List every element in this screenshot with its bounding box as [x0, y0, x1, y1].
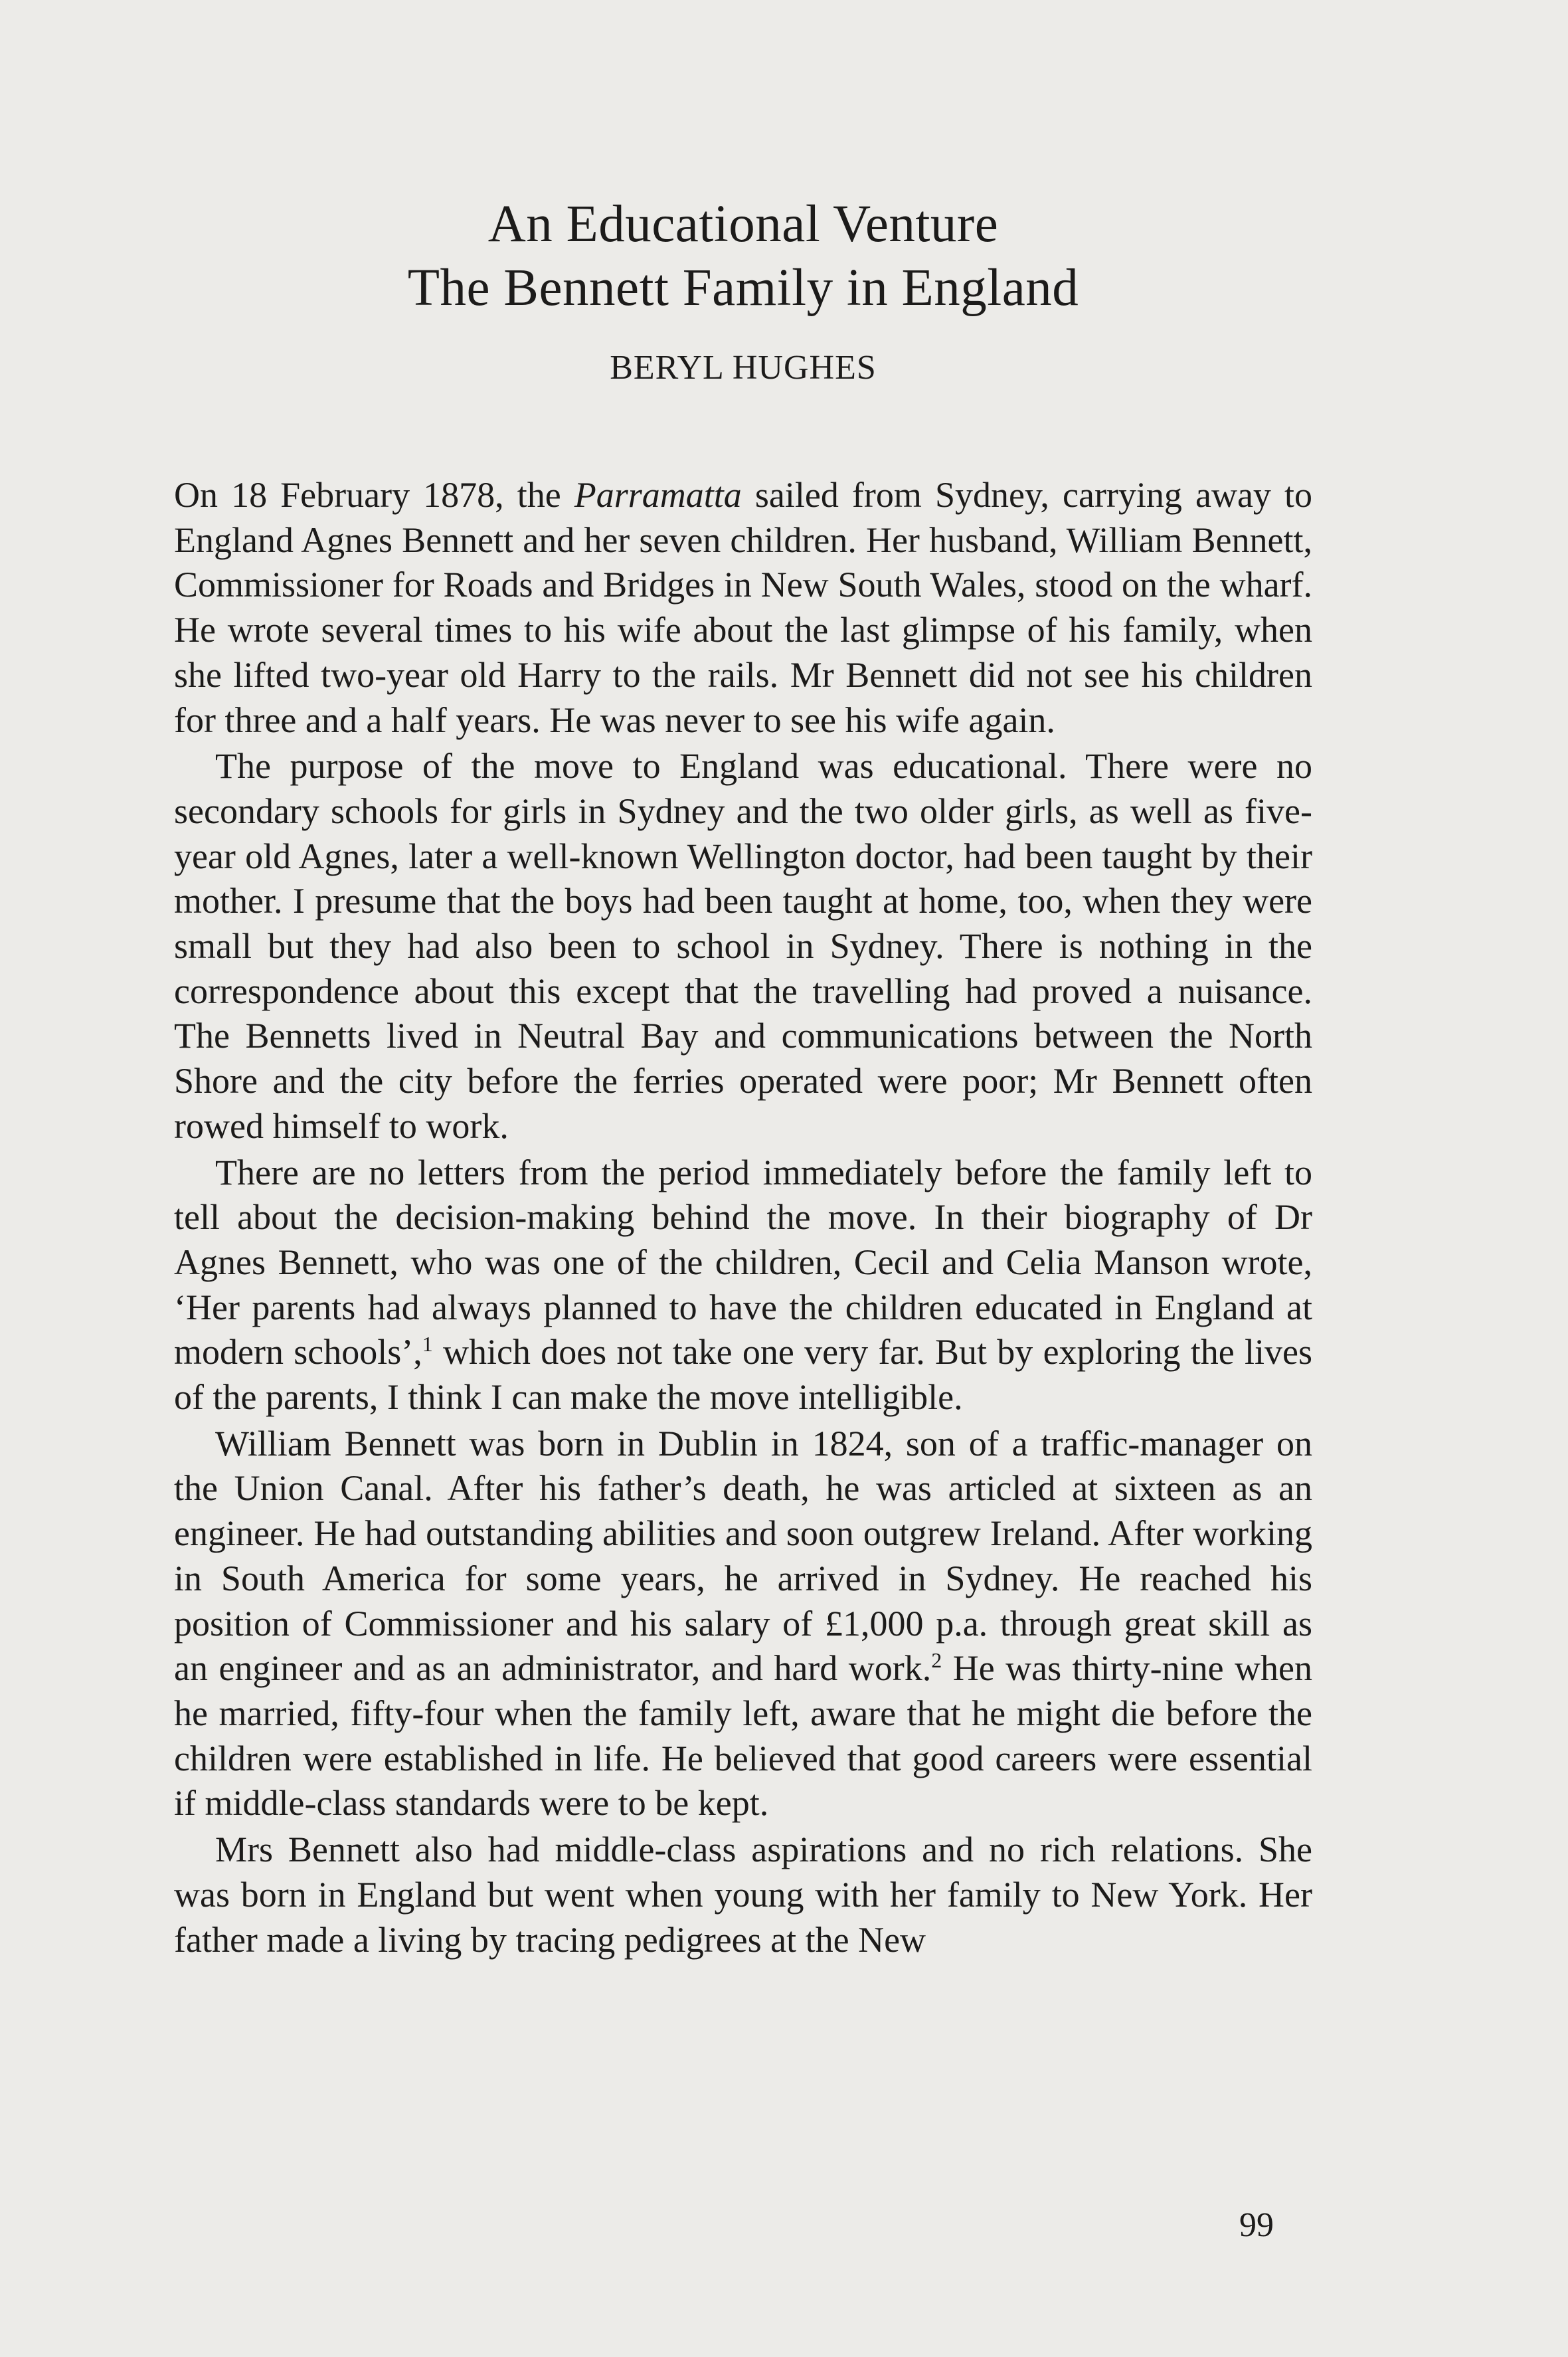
paragraph-4-text-start: William Bennett was born in Dublin in 1824, son of a traffic-manager on the Union Canal. After his father’s death, he was articled at sixteen as an engineer. He had outstanding abilities and soon outgrew Ireland. After working in South America for some years, he arrived in Sydney. He reached his position of Commissioner and his salary of £1,000 p.a. through great skill as an engineer and as an administrator, and hard work.	[174, 1423, 1312, 1689]
article-title-line-1: An Educational Venture	[487, 195, 999, 253]
paragraph-3-text-end: which does not take one very far. But by exploring the lives of the parents, I think I can make the move intelligible.	[174, 1332, 1313, 1418]
page-number: 99	[1239, 2206, 1274, 2244]
paragraph-2: The purpose of the move to England was educational. There were no secondary schools for girls in Sydney and the two older girls, as well as five-year old Agnes, later a well-known Wellington doctor, had been taught by their mother. I presume that the boys had been taught at home, too, when they were small but they had also been to school in Sydney. There is nothing in the correspondence about this except that the travelling had proved a nuisance. The Bennetts lived in Neutral Bay and communications between the North Shore and the city before the ferries operated were poor; Mr Bennett often rowed himself to work.	[174, 746, 1312, 1146]
paragraph-1-text-start: On 18 February 1878, the	[174, 475, 574, 515]
article-body	[174, 473, 1312, 1964]
article-author: BERYL HUGHES	[610, 349, 877, 387]
footnote-marker-2: 2	[931, 1648, 942, 1673]
footnote-marker-1: 1	[422, 1332, 433, 1357]
paragraph-1	[174, 473, 1312, 743]
paragraph-4-text-end: He was thirty-nine when he married, fifty-four when the family left, aware that he might die before the children were established in life. He believed that good careers were essential if middle-class standards were to be kept.	[174, 1648, 1312, 1824]
paragraph-1-text-end: sailed from Sydney, carrying away to England Agnes Bennett and her seven children. Her husband, William Bennett, Commissioner for Roads and Bridges in New South Wales, stood on the wharf. He wrote several times to his wife about the last glimpse of his family, when she lifted two-year old Harry to the rails. Mr Bennett did not see his children for three and a half years. He was never to see his wife again.	[174, 475, 1312, 740]
article-title-line-2: The Bennett Family in England	[407, 259, 1079, 317]
paragraph-3-text-start: There are no letters from the period immediately before the family left to tell about the decision-making behind the move. In their biography of Dr Agnes Bennett, who was one of the children, Cecil and Celia Manson wrote, ‘Her parents had always planned to have the children educated in England at modern schools’,	[174, 1152, 1312, 1372]
paragraph-4	[174, 1422, 1312, 1826]
paragraph-3	[174, 1151, 1312, 1420]
paragraph-5: Mrs Bennett also had middle-class aspirations and no rich relations. She was born in England but went when young with her family to New York. Her father made a living by tracing pedigrees at the New	[174, 1830, 1312, 1960]
article-header	[174, 193, 1312, 388]
ship-name: Parramatta	[574, 475, 742, 515]
